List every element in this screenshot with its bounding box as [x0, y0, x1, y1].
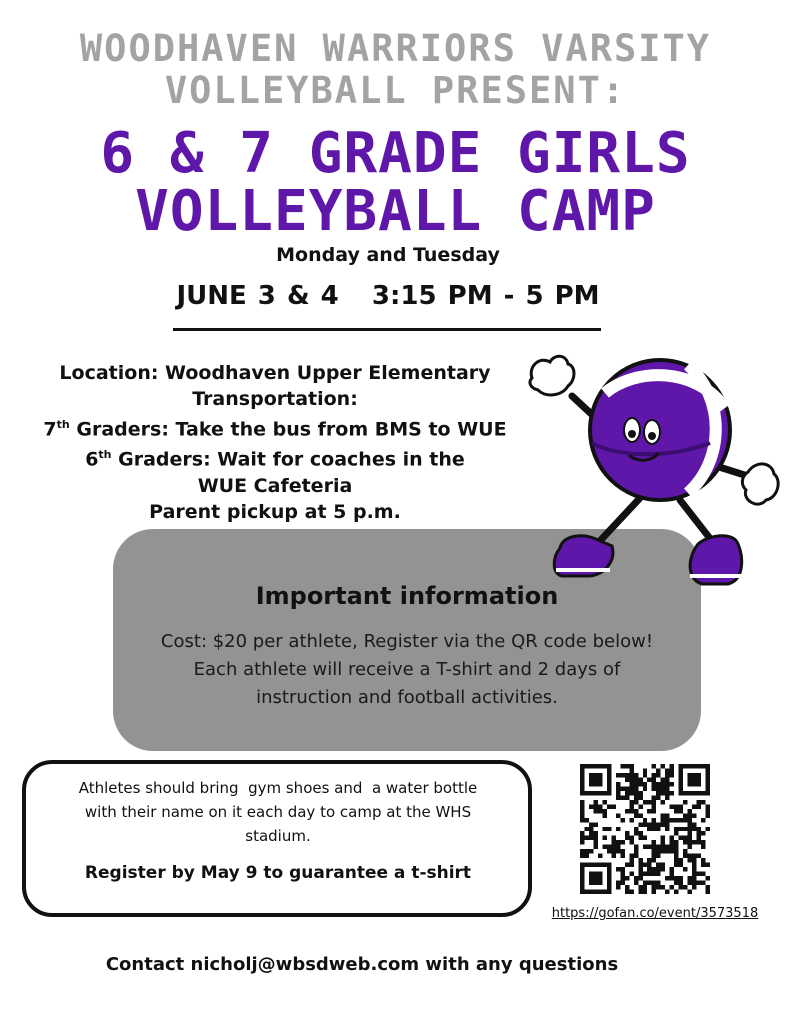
logistics-block [20, 360, 530, 525]
camp-title-line-1: 6 & 7 GRADE GIRLS [100, 121, 691, 186]
register-deadline: Register by May 9 to guarantee a t-shirt [84, 863, 472, 883]
grade6-transport [20, 442, 530, 472]
grade7-text: Graders: Take the bus from BMS to WUE [69, 418, 507, 441]
registration-link[interactable]: https://gofan.co/event/3573518 [551, 906, 759, 921]
bring-line-2: with their name on it each day to camp at the WHS [84, 803, 472, 821]
bring-text [36, 776, 520, 848]
cost-text: Cost: $20 per athlete, Register via the QR code below! [160, 631, 654, 652]
shirt-text: Each athlete will receive a T-shirt and 2 days of [193, 659, 621, 680]
presenter-heading [0, 28, 791, 112]
transportation-heading: Transportation: [192, 388, 358, 410]
info-body [113, 628, 701, 712]
bring-line-1: Athletes should bring gym shoes and a water bottle [78, 779, 478, 797]
grade6-text: Graders: Wait for coaches in the [111, 448, 465, 471]
grade7-number: 7 [43, 418, 57, 441]
divider [173, 328, 601, 331]
camp-dates: JUNE 3 & 4 3:15 PM - 5 PM [176, 281, 600, 311]
bring-line-3: stadium. [245, 827, 311, 845]
qr-code-icon[interactable] [580, 764, 710, 894]
presenter-line-1: WOODHAVEN WARRIORS VARSITY [79, 27, 712, 70]
grade7-suffix: th [56, 418, 70, 431]
presenter-line-2: VOLLEYBALL PRESENT: [164, 69, 627, 112]
volleyball-mascot-icon [520, 348, 785, 598]
grade6-location: WUE Cafeteria [197, 474, 353, 497]
grade6-suffix: th [98, 448, 112, 462]
info-title: Important information [255, 582, 559, 610]
pickup-text: Parent pickup at 5 p.m. [149, 500, 401, 523]
location-text: Location: Woodhaven Upper Elementary [59, 362, 491, 384]
camp-title-line-2: VOLLEYBALL CAMP [135, 179, 656, 244]
grade7-transport [20, 412, 530, 442]
camp-title [0, 121, 791, 244]
camp-days: Monday and Tuesday [276, 244, 500, 266]
grade6-number: 6 [85, 448, 99, 471]
contact-text: Contact nicholj@wbsdweb.com with any questions [105, 954, 619, 975]
instruction-text: instruction and football activities. [256, 687, 558, 708]
